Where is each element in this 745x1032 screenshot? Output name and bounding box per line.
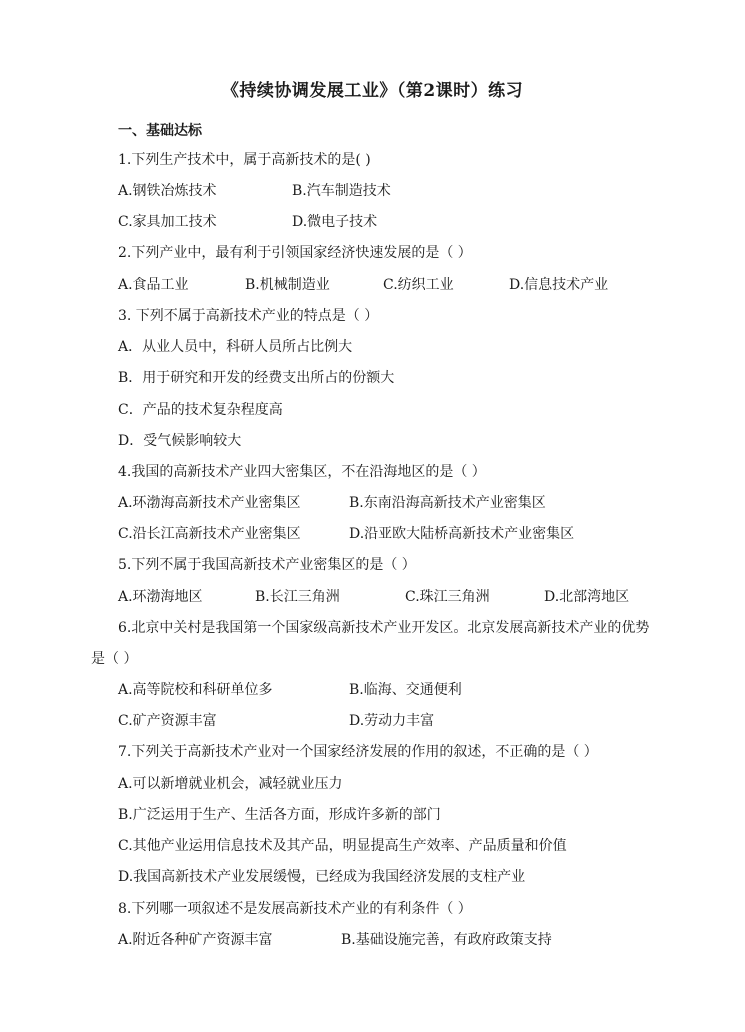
question-1-option-d: D.微电子技术 xyxy=(292,214,378,230)
question-5-option-c: C.珠江三角洲 xyxy=(405,589,490,605)
question-3-option-c: C．产品的技术复杂程度高 xyxy=(118,402,283,418)
question-4-option-c: C.沿长江高新技术产业密集区 xyxy=(118,526,301,542)
question-7-option-d: D.我国高新技术产业发展缓慢，已经成为我国经济发展的支柱产业 xyxy=(118,869,526,885)
question-3-option-a: A．从业人员中，科研人员所占比例大 xyxy=(118,339,353,355)
question-8-option-b: B.基础设施完善，有政府政策支持 xyxy=(341,932,552,948)
question-4-option-a: A.环渤海高新技术产业密集区 xyxy=(118,495,301,511)
question-7-stem: 7.下列关于高新技术产业对一个国家经济发展的作用的叙述，不正确的是（ ） xyxy=(118,744,598,760)
question-2-option-c: C.纺织工业 xyxy=(383,277,454,293)
question-5-option-b: B.长江三角洲 xyxy=(255,589,340,605)
document-title: 《持续协调发展工业》（第2课时）练习 xyxy=(221,81,524,101)
question-5-option-a: A.环渤海地区 xyxy=(118,589,203,605)
question-3-stem: 3. 下列不属于高新技术产业的特点是（ ） xyxy=(118,308,379,324)
question-2-option-d: D.信息技术产业 xyxy=(509,277,609,293)
question-4-stem: 4.我国的高新技术产业四大密集区，不在沿海地区的是（ ） xyxy=(118,464,486,480)
question-8-stem: 8.下列哪一项叙述不是发展高新技术产业的有利条件（ ） xyxy=(118,901,472,917)
question-6-option-b: B.临海、交通便利 xyxy=(349,682,462,698)
question-1-option-a: A.钢铁冶炼技术 xyxy=(118,183,217,199)
question-4-option-b: B.东南沿海高新技术产业密集区 xyxy=(349,495,546,511)
question-5-stem: 5.下列不属于我国高新技术产业密集区的是（ ） xyxy=(118,557,416,573)
question-4-option-d: D.沿亚欧大陆桥高新技术产业密集区 xyxy=(349,526,575,542)
question-1-stem: 1.下列生产技术中，属于高新技术的是( ) xyxy=(118,152,371,168)
question-2-option-b: B.机械制造业 xyxy=(245,277,330,293)
question-1-option-b: B.汽车制造技术 xyxy=(292,183,391,199)
question-6-stem-continued: 是（ ） xyxy=(91,651,138,667)
question-6-stem: 6.北京中关村是我国第一个国家级高新技术产业开发区。北京发展高新技术产业的优势 xyxy=(118,620,650,636)
question-3-option-d: D．受气候影响较大 xyxy=(118,433,242,449)
question-3-option-b: B．用于研究和开发的经费支出所占的份额大 xyxy=(118,370,395,386)
question-6-option-d: D.劳动力丰富 xyxy=(349,713,435,729)
question-6-option-c: C.矿产资源丰富 xyxy=(118,713,217,729)
question-7-option-a: A.可以新增就业机会，减轻就业压力 xyxy=(118,776,343,792)
question-7-option-b: B.广泛运用于生产、生活各方面，形成许多新的部门 xyxy=(118,807,441,823)
question-1-option-c: C.家具加工技术 xyxy=(118,214,217,230)
question-2-option-a: A.食品工业 xyxy=(118,277,189,293)
question-6-option-a: A.高等院校和科研单位多 xyxy=(118,682,273,698)
question-2-stem: 2.下列产业中，最有利于引领国家经济快速发展的是（ ） xyxy=(118,245,472,261)
question-8-option-a: A.附近各种矿产资源丰富 xyxy=(118,932,273,948)
section-heading: 一、基础达标 xyxy=(118,123,202,139)
question-5-option-d: D.北部湾地区 xyxy=(544,589,630,605)
question-7-option-c: C.其他产业运用信息技术及其产品，明显提高生产效率、产品质量和价值 xyxy=(118,838,567,854)
